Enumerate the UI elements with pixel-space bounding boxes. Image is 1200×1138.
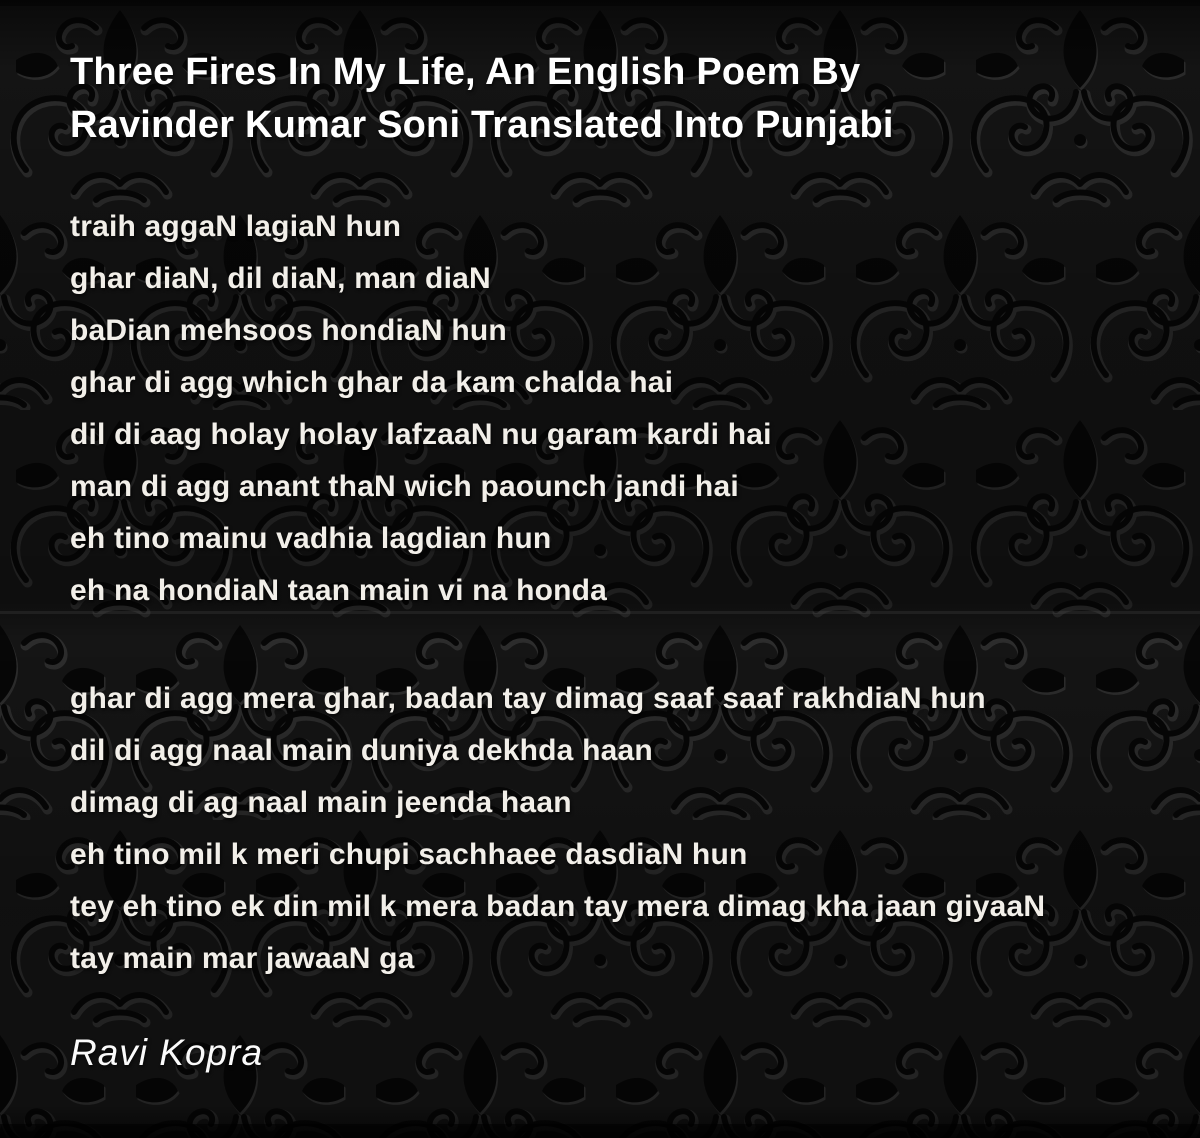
poem-line: eh na hondiaN taan main vi na honda (70, 574, 608, 607)
poem-line: tey eh tino ek din mil k mera badan tay mera dimag kha jaan giyaaN (70, 890, 1046, 923)
poem-title-line-2: Ravinder Kumar Soni Translated Into Punjabi (70, 104, 894, 146)
poem-title-line-1: Three Fires In My Life, An English Poem By (70, 51, 861, 93)
poem-line: ghar diaN, dil diaN, man diaN (70, 262, 491, 295)
poem-line: tay main mar jawaaN ga (70, 942, 415, 975)
poem-line: traih aggaN lagiaN hun (70, 210, 402, 243)
poem-line: man di agg anant thaN wich paounch jandi hai (70, 470, 739, 503)
poem-line: ghar di agg mera ghar, badan tay dimag saaf saaf rakhdiaN hun (70, 682, 986, 715)
poem-line: dil di agg naal main duniya dekhda haan (70, 734, 653, 767)
poem-line: eh tino mil k meri chupi sachhaee dasdiaN hun (70, 838, 748, 871)
poem-line: dil di aag holay holay lafzaaN nu garam kardi hai (70, 418, 772, 451)
poem-title (70, 46, 1200, 152)
poem-line: ghar di agg which ghar da kam chalda hai (70, 366, 674, 399)
poem-line: dimag di ag naal main jeenda haan (70, 786, 572, 819)
author-name: Ravi Kopra (70, 1032, 264, 1073)
poem-content (70, 0, 1200, 1074)
stanza-2 (70, 673, 1200, 985)
poem-line: baDian mehsoos hondiaN hun (70, 314, 507, 347)
poem-line: eh tino mainu vadhia lagdian hun (70, 522, 552, 555)
stanza-1 (70, 201, 1200, 617)
